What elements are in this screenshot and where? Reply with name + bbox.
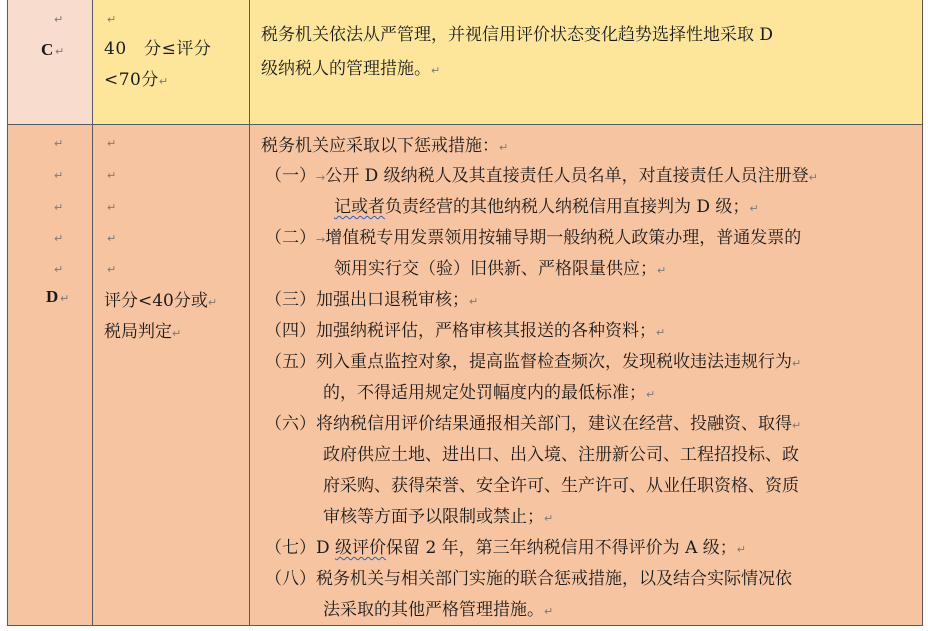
- spellcheck-underline: 级评价: [335, 538, 387, 558]
- paragraph-mark: ↵: [107, 13, 117, 26]
- paragraph-mark: ↵: [646, 388, 656, 401]
- paragraph-mark: ↵: [54, 263, 64, 276]
- measure-item-2-line1: （二）→增值税专用发票领用按辅导期一般纳税人政策办理，普通发票的: [265, 228, 802, 248]
- score-range-d-line1: 评分<40分或↵: [104, 291, 218, 311]
- paragraph-mark: ↵: [469, 295, 479, 308]
- measure-item-6-line2: 政府供应土地、进出口、出入境、注册新公司、工程招投标、政: [323, 445, 799, 465]
- paragraph-mark: ↵: [158, 75, 169, 88]
- paragraph-mark: ↵: [107, 232, 117, 245]
- paragraph-mark: ↵: [107, 137, 117, 150]
- measure-item-1-line1: （一）→公开 D 级纳税人及其直接责任人员名单，对直接责任人员注册登↵: [265, 166, 818, 186]
- score-range-d-line2: 税局判定↵: [104, 322, 182, 342]
- measure-item-8-line1: （八）税务机关与相关部门实施的联合惩戒措施，以及结合实际情况依: [265, 569, 792, 589]
- measures-c-line2: 级纳税人的管理措施。↵: [261, 59, 441, 79]
- grade-label-d: D: [46, 287, 59, 306]
- table-row-d: [8, 125, 922, 625]
- score-range-c: [104, 34, 211, 97]
- score-range-cell-d: [93, 125, 250, 625]
- paragraph-mark: ↵: [207, 296, 218, 309]
- measure-item-6-line1: （六）将纳税信用评价结果通报相关部门，建议在经营、投融资、取得↵: [265, 414, 802, 434]
- measure-item-8-line2: 法采取的其他严格管理措施。↵: [323, 600, 554, 620]
- paragraph-mark: ↵: [792, 357, 802, 370]
- paragraph-mark: ↵: [431, 64, 441, 77]
- paragraph-mark: ↵: [749, 202, 759, 215]
- score-range-c-line1: 40 分≤评分: [104, 39, 212, 59]
- table-row-c: [8, 0, 922, 125]
- score-range-cell-c: [93, 0, 250, 124]
- paragraph-mark: ↵: [54, 232, 64, 245]
- paragraph-mark: ↵: [54, 137, 64, 150]
- paragraph-mark: ↵: [55, 45, 65, 58]
- paragraph-mark: ↵: [54, 13, 64, 26]
- paragraph-mark: ↵: [60, 292, 70, 305]
- paragraph-mark: ↵: [808, 171, 818, 184]
- tab-mark: →: [316, 233, 326, 246]
- grade-label-c: C: [41, 40, 54, 59]
- paragraph-mark: ↵: [107, 201, 117, 214]
- measure-item-2-line2: 领用实行交（验）旧供新、严格限量供应；↵: [334, 259, 667, 279]
- paragraph-mark: ↵: [657, 264, 667, 277]
- measures-cell-c: [250, 0, 922, 124]
- tab-mark: →: [316, 171, 326, 184]
- measure-item-6-line4: 审核等方面予以限制或禁止；↵: [323, 507, 554, 527]
- paragraph-mark: ↵: [107, 169, 117, 182]
- measures-d-intro: 税务机关应采取以下惩戒措施：↵: [261, 136, 509, 156]
- measure-item-5-line1: （五）列入重点监控对象，提高监督检查频次，发现税收违法违规行为↵: [265, 352, 802, 372]
- paragraph-mark: ↵: [544, 512, 554, 525]
- grade-cell-d: [8, 125, 93, 625]
- paragraph-mark: ↵: [656, 326, 666, 339]
- paragraph-mark: ↵: [544, 605, 554, 618]
- measures-cell-d: [250, 125, 922, 625]
- grade-cell-c: [8, 0, 93, 124]
- score-range-c-line2: <70分: [104, 70, 159, 90]
- paragraph-mark: ↵: [736, 543, 746, 556]
- paragraph-mark: ↵: [792, 419, 802, 432]
- paragraph-mark: ↵: [499, 141, 509, 154]
- measure-item-7: （七）D 级评价保留 2 年，第三年纳税信用不得评价为 A 级；↵: [265, 538, 746, 558]
- measure-item-1-line2: 记或者负责经营的其他纳税人纳税信用直接判为 D 级；↵: [334, 197, 759, 217]
- spellcheck-underline: 记或者: [334, 197, 385, 217]
- paragraph-mark: ↵: [107, 263, 117, 276]
- paragraph-mark: ↵: [54, 201, 64, 214]
- measures-c-line1: 税务机关依法从严管理，并视信用评价状态变化趋势选择性地采取 D: [261, 25, 774, 45]
- measure-item-6-line3: 府采购、获得荣誉、安全许可、生产许可、从业任职资格、资质: [323, 476, 799, 496]
- credit-rating-table: [7, 0, 923, 626]
- measure-item-4: （四）加强纳税评估，严格审核其报送的各种资料；↵: [265, 321, 666, 341]
- paragraph-mark: ↵: [172, 327, 182, 340]
- measure-item-5-line2: 的，不得适用规定处罚幅度内的最低标准；↵: [323, 383, 656, 403]
- paragraph-mark: ↵: [54, 169, 64, 182]
- measure-item-3: （三）加强出口退税审核；↵: [265, 290, 479, 310]
